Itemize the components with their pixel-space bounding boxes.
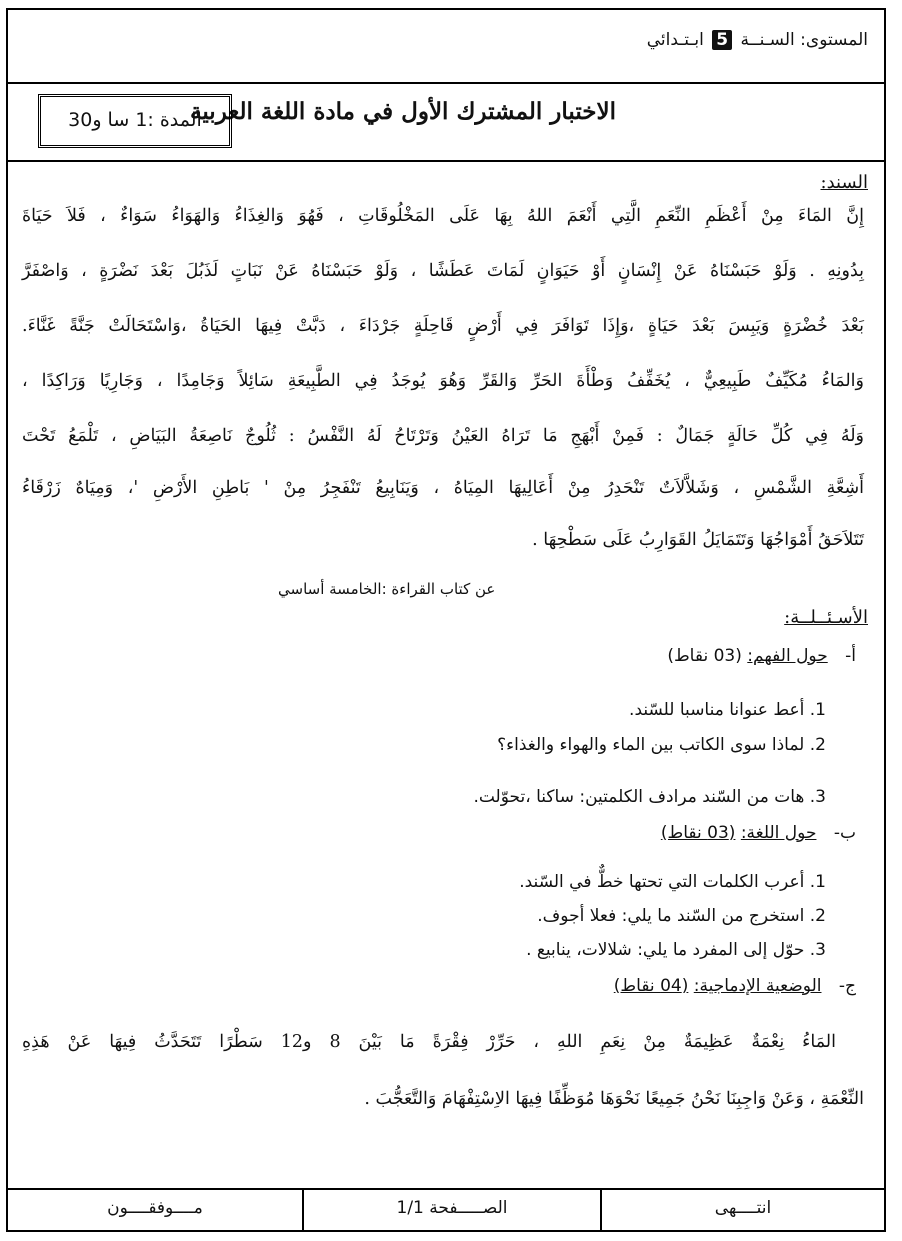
question-text: حوّل إلى المفرد ما يلي: شلالات، ينابيع . bbox=[526, 940, 805, 960]
text-line: تَتَلاَحَقُ أَمْوَاجُهَا وَتَتَمَايَلُ القَوَارِبُ عَلَى سَطْحِهَا . bbox=[532, 530, 864, 550]
question-text: أعرب الكلمات التي تحتها خطٌّ في السّند. bbox=[519, 872, 805, 892]
exam-page bbox=[6, 8, 886, 1232]
section-a-letter: أ- bbox=[845, 646, 856, 666]
text-line: بَعْدَ خُضْرَةٍ وَيَبِسَ بَعْدَ حَيَاةٍ ،وَإِذَا تَوَافَرَ فِي أَرْضٍ قَاحِلَةٍ جَرْدَاءَ ، دَبَّتْ فِيهَا الحَيَاةُ ،وَاسْتَحَالَتْ جَنَّةً غَنَّاءَ. bbox=[22, 316, 864, 336]
section-c-points: (04 نقاط) bbox=[613, 976, 689, 996]
level-text: المستوى: السـنــة bbox=[740, 30, 868, 50]
footer-page: الصـــــفحة 1/1 bbox=[302, 1190, 602, 1230]
level-header bbox=[8, 10, 884, 84]
question-a1 bbox=[629, 700, 826, 720]
level-number-badge: 5 bbox=[712, 30, 732, 50]
level-suffix: ابـتـدائي bbox=[646, 30, 704, 50]
section-b-title: حول اللغة: bbox=[740, 823, 817, 843]
section-a-points: (03 نقاط) bbox=[667, 646, 742, 666]
question-number: 1. bbox=[809, 872, 826, 892]
integration-text-line: النِّعْمَةِ ، وَعَنْ وَاجِبِنَا نَحْنُ جَمِيعًا نَحْوَهَا مُوَظِّفًا فِيهَا الاِسْتِفْهَامَ وَالتَّعَجُّبَ . bbox=[364, 1089, 864, 1109]
section-c-header bbox=[614, 976, 856, 996]
question-number: 3. bbox=[809, 787, 826, 807]
footer-end: انتــــهى bbox=[714, 1198, 772, 1218]
text-line: بِدُونِهِ . وَلَوْ حَبَسْنَاهُ عَنْ إِنْسَانٍ أَوْ حَيَوَانٍ لَمَاتَ عَطَشًا ، وَلَوْ حَبَسْنَاهُ عَنْ نَبَاتٍ لَذَبُلَ بَعْدَ نَضْرَةٍ ، وَاصْفَرَّ bbox=[22, 261, 864, 281]
section-c-letter: ج- bbox=[838, 976, 856, 996]
section-b-header bbox=[661, 823, 856, 843]
question-number: 1. bbox=[809, 700, 826, 720]
question-number: 2. bbox=[809, 735, 826, 755]
question-text: لماذا سوى الكاتب بين الماء والهواء والغذاء؟ bbox=[497, 735, 805, 755]
footer bbox=[8, 1188, 884, 1230]
source-citation: عن كتاب القراءة :الخامسة أساسي bbox=[278, 580, 496, 598]
question-number: 2. bbox=[809, 906, 826, 926]
question-b2 bbox=[537, 906, 826, 926]
section-b-letter: ب- bbox=[833, 823, 856, 843]
section-a-title: حول الفهم: bbox=[747, 646, 828, 666]
question-text: أعط عنوانا مناسبا للسّند. bbox=[629, 700, 805, 720]
title-header bbox=[8, 82, 884, 162]
level-label bbox=[647, 30, 868, 50]
section-c-title: الوضعية الإدماجية: bbox=[693, 976, 822, 996]
exam-title: الاختبار المشترك الأول في مادة اللغة العربية bbox=[190, 98, 616, 125]
question-number: 3. bbox=[809, 940, 826, 960]
question-text: استخرج من السّند ما يلي: فعلا أجوف. bbox=[537, 906, 805, 926]
question-a3 bbox=[473, 787, 826, 807]
text-line: أَشِعَّةِ الشَّمْسِ ، وَشَلاَّلاَتٌ تَنْحَدِرُ مِنْ أَعَالِيهَا المِيَاهُ ، وَيَنَابِيعُ تَنْفَجِرُ مِنْ ' بَاطِنِ الأَرْضِ '، وَمِيَاهٌ زَرْقَاءُ bbox=[22, 478, 864, 498]
text-line: وَالمَاءُ مُكَيِّفٌ طَبِيعِيٌّ ، يُخَفِّفُ وَطْأَةَ الحَرِّ وَالقَرِّ وَهُوَ يُوجَدُ فِي الطَّبِيعَةِ سَائِلاً وَجَامِدًا ، وَجَارِيًا وَرَاكِدًا ، bbox=[22, 371, 864, 391]
questions-label: الأسـئــلــة: bbox=[784, 607, 868, 628]
text-line: إِنَّ المَاءَ مِنْ أَعْظَمِ النِّعَمِ الَّتِي أَنْعَمَ اللهُ بِهَا عَلَى المَخْلُوقَاتِ ، فَهُوَ وَالغِذَاءُ وَالهَوَاءُ سَوَاءٌ ، فَلاَ حَيَاةَ bbox=[22, 206, 864, 226]
text-line: وَلَهُ فِي كُلِّ حَالَةٍ جَمَالٌ : فَمِنْ أَبْهَجِ مَا تَرَاهُ العَيْنُ وَتَرْتَاحُ لَهُ النَّفْسُ : ثُلُوجٌ نَاصِعَةُ البَيَاضِ ، تَلْمَعُ تَحْتَ bbox=[22, 426, 864, 446]
integration-text-line: المَاءُ نِعْمَةٌ عَظِيمَةٌ مِنْ نِعَمِ اللهِ ، حَرِّرْ فِقْرَةً مَا بَيْنَ 8 و12 سَطْرًا تَتَحَدَّثُ فِيهَا عَنْ هَذِهِ bbox=[22, 1032, 837, 1052]
duration-box: المدة :1 سا و30 bbox=[38, 94, 232, 148]
footer-wish: مــــوفقــــون bbox=[107, 1198, 203, 1218]
question-a2 bbox=[497, 735, 826, 755]
text-label: السند: bbox=[820, 172, 868, 193]
question-b3 bbox=[526, 940, 826, 960]
question-text: هات من السّند مرادف الكلمتين: ساكنا ،تحوّلت. bbox=[473, 787, 805, 807]
section-b-points: (03 نقاط) bbox=[660, 823, 736, 843]
section-a-header bbox=[667, 646, 856, 666]
question-b1 bbox=[519, 872, 826, 892]
